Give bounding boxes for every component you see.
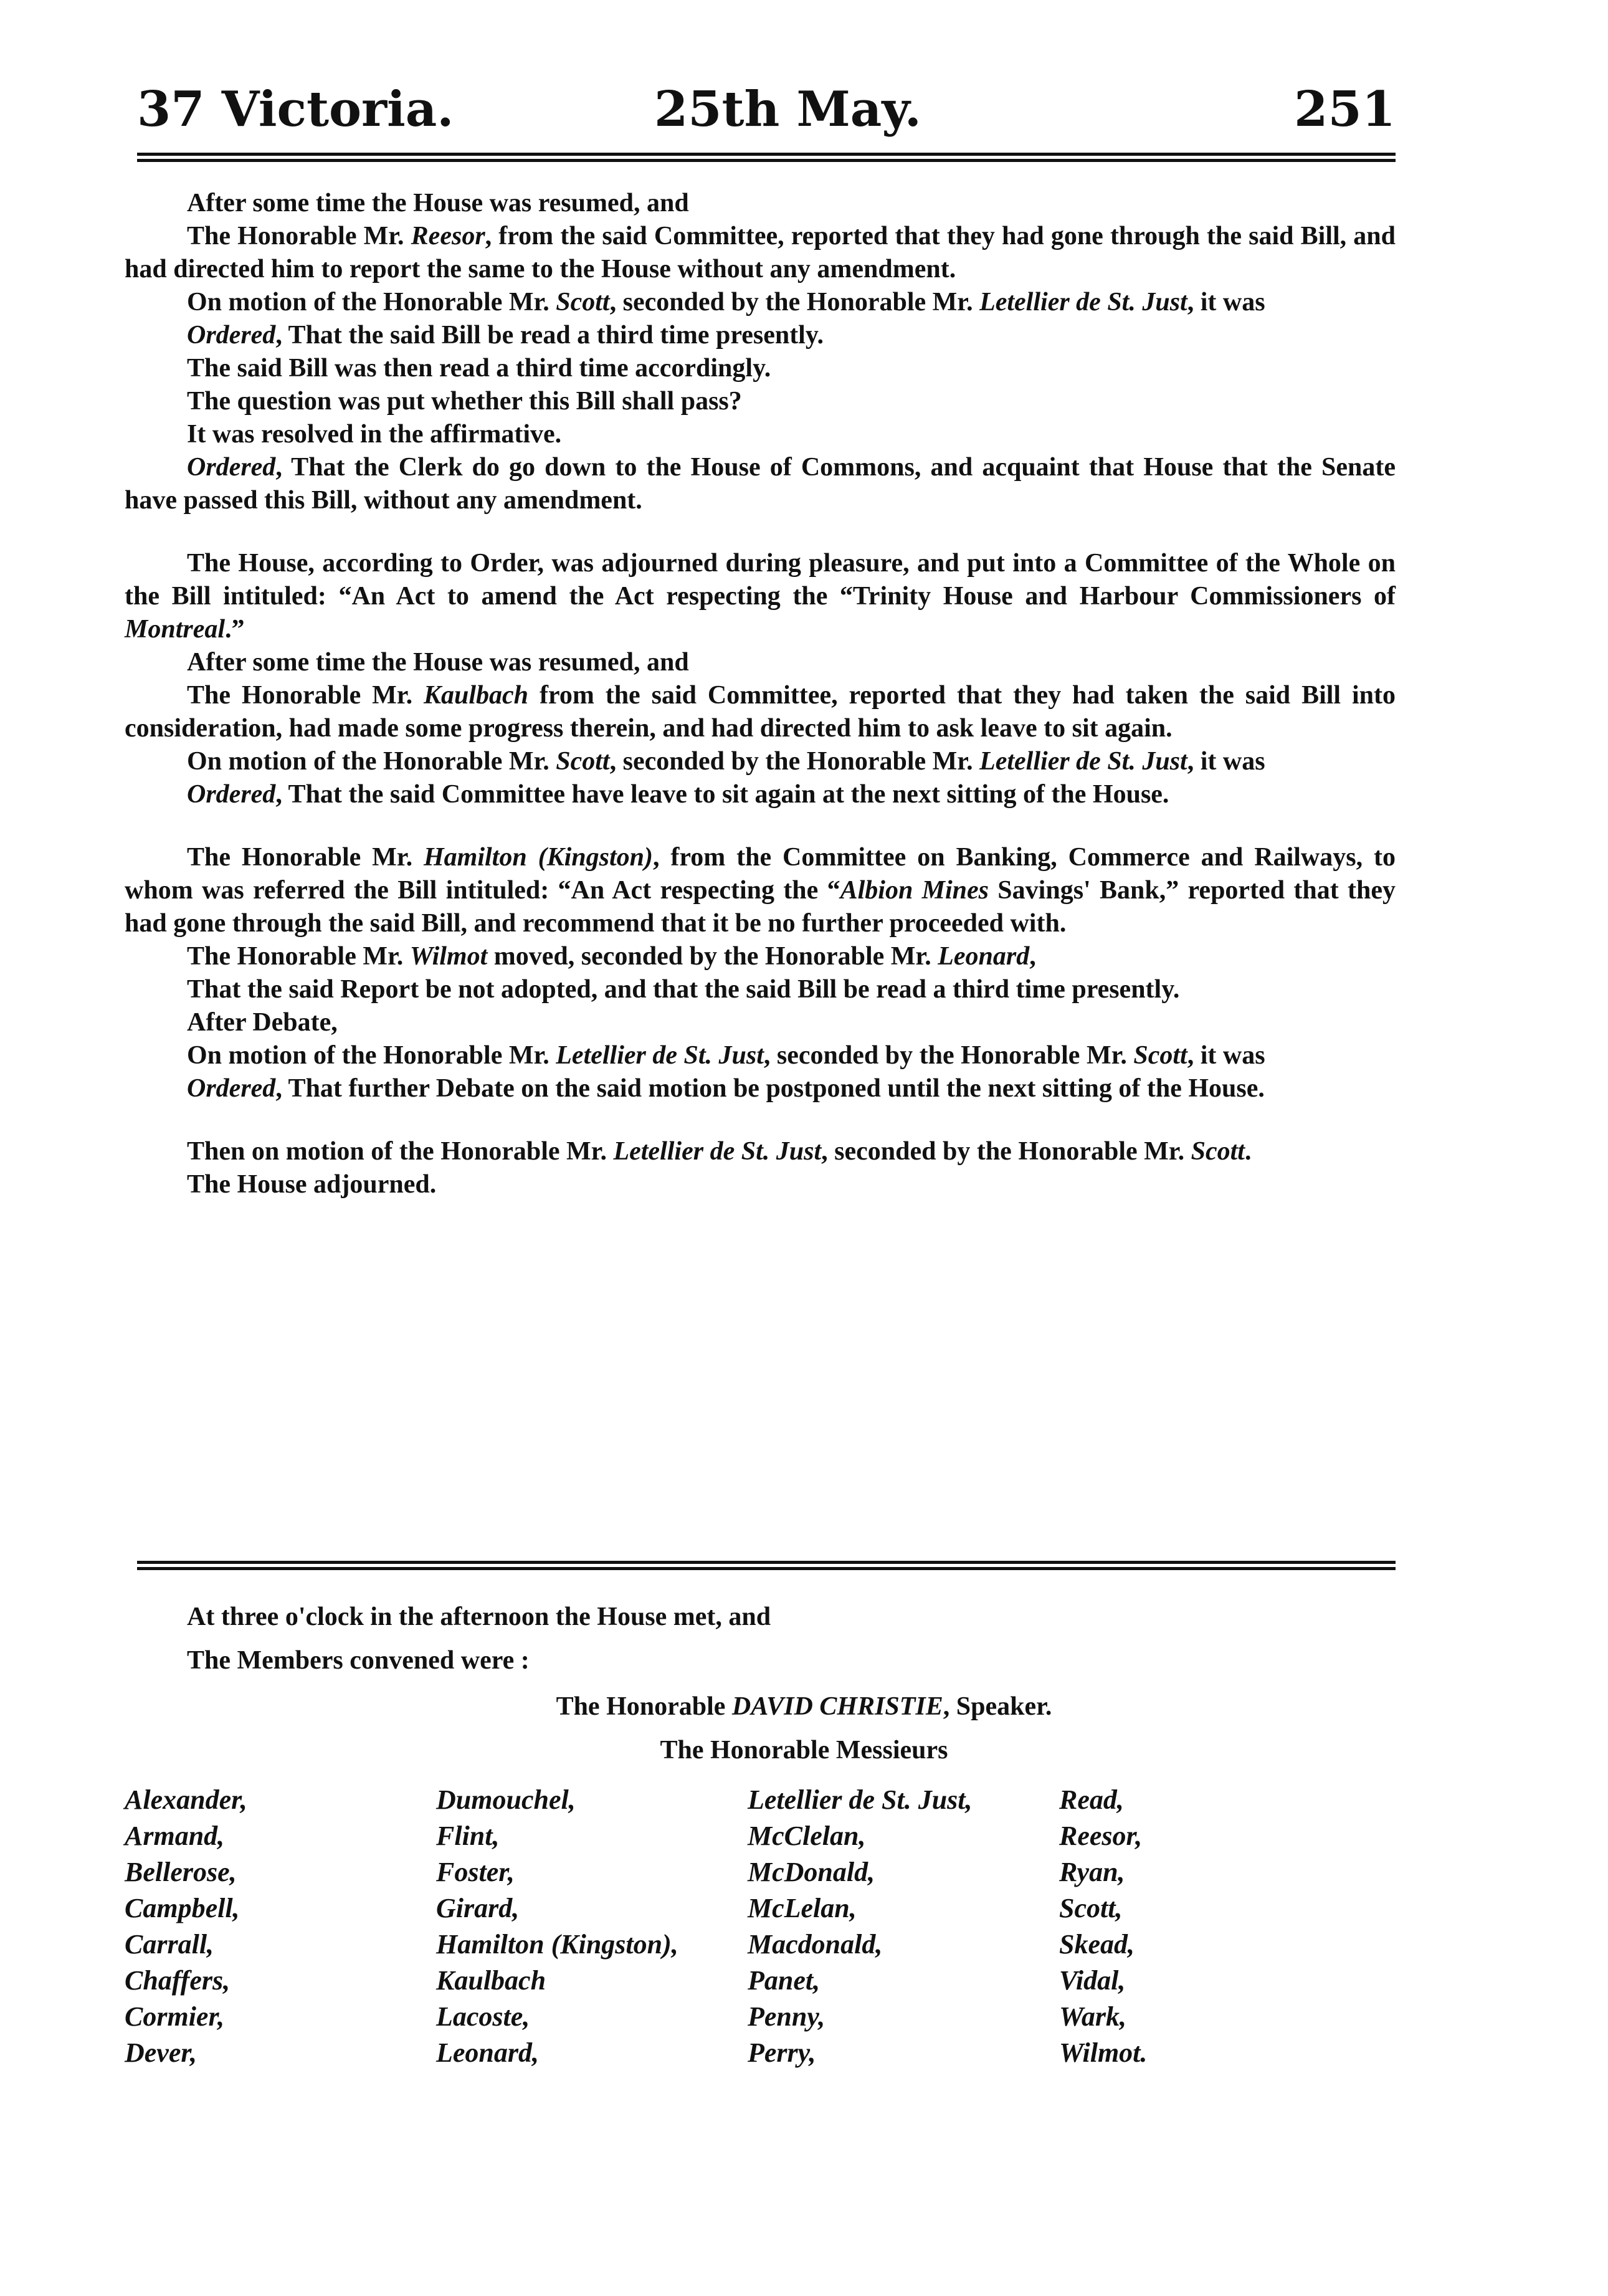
speaker-prefix: The Honorable <box>556 1692 732 1721</box>
speaker-line <box>0 1692 1608 1722</box>
text-run: , <box>1029 942 1036 971</box>
paragraph-gap <box>125 1105 1396 1135</box>
paragraph <box>125 778 1396 811</box>
text-run: The Honorable Mr. <box>187 942 410 971</box>
text-run: After some time the House was resumed, and <box>187 189 689 217</box>
italic-text: Letellier de St. Just <box>979 288 1187 317</box>
italic-text: Scott <box>556 288 610 317</box>
member-name: McDonald, <box>748 1857 875 1887</box>
page-header <box>137 81 1396 150</box>
paragraph <box>125 547 1396 646</box>
member-name: Cormier, <box>125 2001 225 2032</box>
members-column-4 <box>1059 1782 1383 2071</box>
members-column-3 <box>748 1782 1072 2071</box>
text-run: , That the said Committee have leave to sit again at the next sitting of the House. <box>275 780 1169 809</box>
header-rule <box>137 153 1396 163</box>
paragraph <box>125 451 1396 517</box>
member-name: Wark, <box>1059 2001 1126 2032</box>
text-run: It was resolved in the affirmative. <box>187 420 562 449</box>
paragraph <box>125 187 1396 220</box>
text-run: , seconded by the Honorable Mr. <box>763 1041 1134 1070</box>
text-run: , That the said Bill be read a third time presently. <box>275 321 824 350</box>
paragraph <box>125 1072 1396 1105</box>
member-name: Leonard, <box>436 2037 539 2068</box>
italic-text: Leonard <box>938 942 1030 971</box>
text-run: . <box>1244 1137 1252 1166</box>
paragraph <box>125 418 1396 451</box>
text-run: After some time the House was resumed, and <box>187 648 689 677</box>
paragraph <box>125 1039 1396 1072</box>
text-run: , That the Clerk do go down to the House of Commons, and acquaint that House that the Senate have passed this Bill, without any amendment. <box>125 453 1396 515</box>
italic-text: Scott <box>1133 1041 1187 1070</box>
member-name: Bellerose, <box>125 1857 237 1887</box>
paragraph <box>125 841 1396 940</box>
member-name: Foster, <box>436 1857 515 1887</box>
header-date: 25th May. <box>654 81 921 138</box>
italic-text: Montreal <box>125 615 226 644</box>
speaker-name: DAVID CHRISTIE <box>731 1692 943 1721</box>
proceedings-text <box>125 187 1396 1201</box>
paragraph <box>125 385 1396 418</box>
italic-text: Letellier de St. Just <box>613 1137 822 1166</box>
sitting-intro <box>125 1595 1396 1682</box>
paragraph <box>125 220 1396 286</box>
member-name: Letellier de St. Just, <box>748 1784 973 1815</box>
text-run: On motion of the Honorable Mr. <box>187 747 556 776</box>
paragraph <box>125 1135 1396 1168</box>
members-column-1 <box>125 1782 449 2071</box>
member-name: Girard, <box>436 1893 520 1923</box>
member-name: Dumouchel, <box>436 1784 576 1815</box>
paragraph <box>125 973 1396 1006</box>
italic-text: Ordered <box>187 1074 276 1103</box>
text-run: , That further Debate on the said motion be postponed until the next sitting of the House. <box>275 1074 1265 1103</box>
paragraph <box>125 352 1396 385</box>
member-name: Perry, <box>748 2037 816 2068</box>
member-name: McLelan, <box>748 1893 857 1923</box>
italic-text: Wilmot <box>409 942 488 971</box>
text-run: The House adjourned. <box>187 1170 437 1199</box>
member-name: Armand, <box>125 1821 225 1851</box>
text-run: The House, according to Order, was adjourned during pleasure, and put into a Committee of the Whole on the Bill intituled: “An Act to amend the Act respecting the “Trinity House and Harbour Commissioners of <box>125 549 1396 611</box>
sitting-line-1: At three o'clock in the afternoon the House met, and <box>187 1603 771 1631</box>
paragraph <box>125 745 1396 778</box>
member-name: Vidal, <box>1059 1965 1126 1996</box>
text-run: moved, seconded by the Honorable Mr. <box>487 942 938 971</box>
text-run: , it was <box>1187 747 1265 776</box>
header-regnal-year: 37 Victoria. <box>137 81 454 138</box>
text-run: , seconded by the Honorable Mr. <box>821 1137 1191 1166</box>
sitting-line-2: The Members convened were : <box>187 1646 530 1675</box>
text-run: , from the Committee on Banking, Commerce and Railways, to whom was referred the Bill intituled: “An Act respecting the “ <box>125 843 1396 905</box>
paragraph <box>125 286 1396 319</box>
paragraph <box>125 1168 1396 1201</box>
member-name: Skead, <box>1059 1929 1135 1960</box>
italic-text: Reesor <box>411 222 485 250</box>
paragraph <box>125 679 1396 745</box>
member-name: Flint, <box>436 1821 500 1851</box>
member-name: Carrall, <box>125 1929 214 1960</box>
member-name: Hamilton (Kingston), <box>436 1929 678 1960</box>
text-run: from the said Committee, reported that they had taken the said Bill into consideration, had made some progress therein, and had directed him to ask leave to sit again. <box>125 681 1396 743</box>
text-run: Savings' Bank,” reported that they had gone through the said Bill, and recommend that it be no further proceeded with. <box>125 876 1396 938</box>
italic-text: Ordered <box>187 453 276 482</box>
text-run: , seconded by the Honorable Mr. <box>609 288 980 317</box>
italic-text: Ordered <box>187 780 276 809</box>
member-name: McClelan, <box>748 1821 866 1851</box>
italic-text: Hamilton (Kingston) <box>424 843 653 872</box>
text-run: , seconded by the Honorable Mr. <box>609 747 980 776</box>
paragraph-gap <box>125 811 1396 841</box>
text-run: , it was <box>1187 288 1265 317</box>
paragraph <box>125 319 1396 352</box>
italic-text: Letellier de St. Just <box>556 1041 764 1070</box>
text-run: , from the said Committee, reported that they had gone through the said Bill, and had directed him to report the same to the House without any amendment. <box>125 222 1396 283</box>
member-name: Lacoste, <box>436 2001 530 2032</box>
members-column-2 <box>436 1782 760 2071</box>
member-name: Macdonald, <box>748 1929 883 1960</box>
italic-text: Albion Mines <box>840 876 989 905</box>
text-run: Then on motion of the Honorable Mr. <box>187 1137 614 1166</box>
section-divider <box>137 1561 1396 1571</box>
member-name: Panet, <box>748 1965 821 1996</box>
text-run: The Honorable Mr. <box>187 222 411 250</box>
text-run: The question was put whether this Bill shall pass? <box>187 387 742 416</box>
member-name: Chaffers, <box>125 1965 231 1996</box>
member-name: Scott, <box>1059 1893 1123 1923</box>
members-list <box>125 1782 1396 2106</box>
italic-text: Kaulbach <box>424 681 529 710</box>
text-run: , it was <box>1187 1041 1265 1070</box>
paragraph-gap <box>125 517 1396 547</box>
text-run: On motion of the Honorable Mr. <box>187 288 556 317</box>
member-name: Kaulbach <box>436 1965 546 1996</box>
member-name: Ryan, <box>1059 1857 1125 1887</box>
member-name: Alexander, <box>125 1784 247 1815</box>
member-name: Penny, <box>748 2001 825 2032</box>
text-run: The said Bill was then read a third time accordingly. <box>187 354 771 383</box>
member-name: Reesor, <box>1059 1821 1143 1851</box>
messieurs-heading: The Honorable Messieurs <box>660 1736 948 1765</box>
text-run: The Honorable Mr. <box>187 843 424 872</box>
member-name: Campbell, <box>125 1893 240 1923</box>
italic-text: Scott <box>556 747 610 776</box>
member-name: Dever, <box>125 2037 197 2068</box>
italic-text: Scott <box>1191 1137 1245 1166</box>
member-name: Wilmot. <box>1059 2037 1148 2068</box>
italic-text: Ordered <box>187 321 276 350</box>
speaker-suffix: , Speaker. <box>943 1692 1052 1721</box>
text-run: The Honorable Mr. <box>187 681 424 710</box>
text-run: On motion of the Honorable Mr. <box>187 1041 556 1070</box>
text-run: After Debate, <box>187 1008 338 1037</box>
paragraph <box>125 940 1396 973</box>
text-run: .” <box>225 615 245 644</box>
member-name: Read, <box>1059 1784 1124 1815</box>
page-number: 251 <box>1294 81 1396 138</box>
paragraph <box>125 1006 1396 1039</box>
text-run: That the said Report be not adopted, and that the said Bill be read a third time presently. <box>187 975 1180 1004</box>
italic-text: Letellier de St. Just <box>979 747 1187 776</box>
paragraph <box>125 646 1396 679</box>
